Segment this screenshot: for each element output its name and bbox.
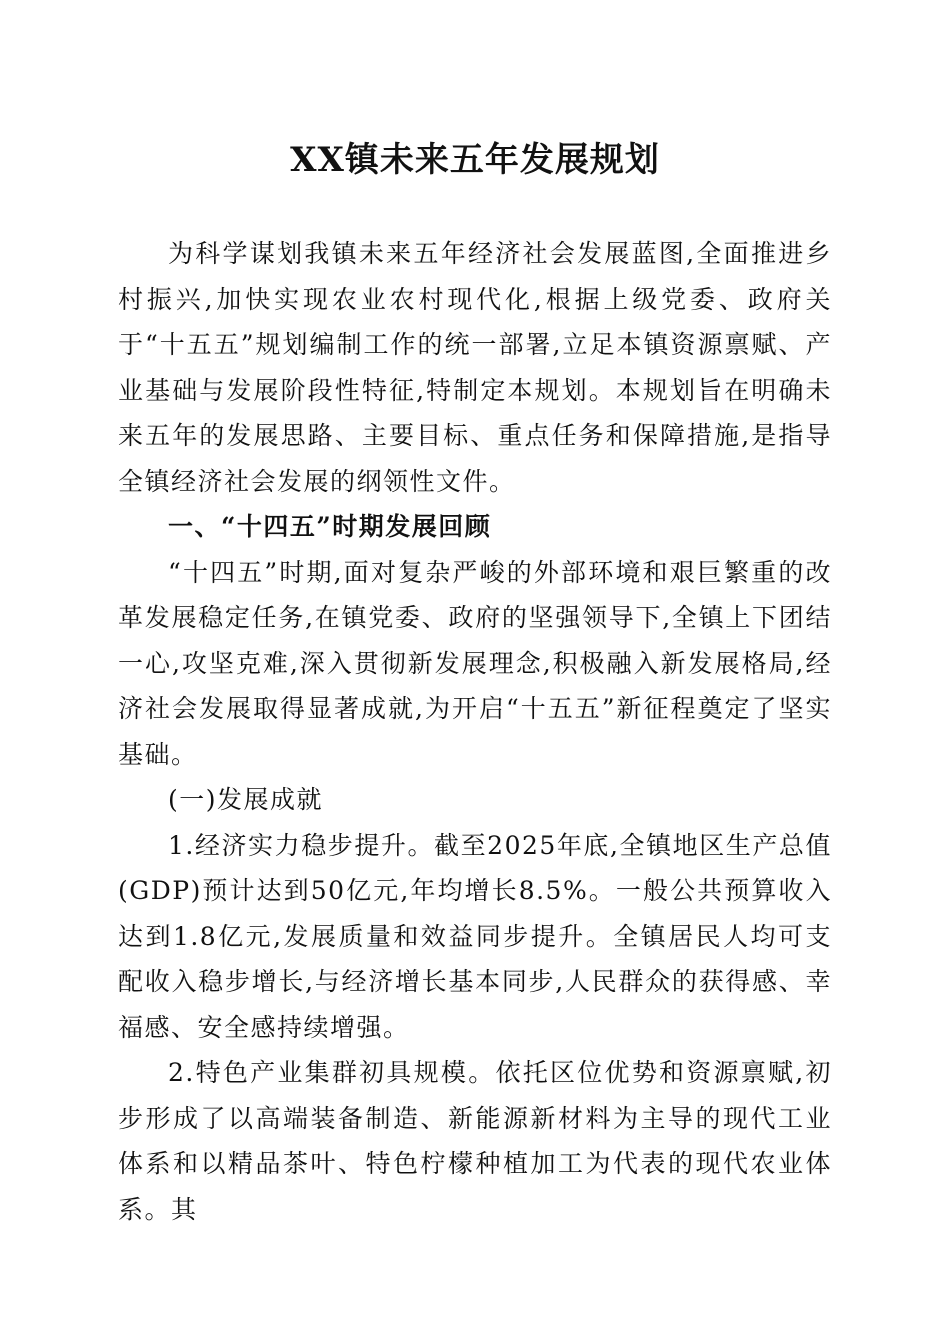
section-paragraph: “十四五”时期,面对复杂严峻的外部环境和艰巨繁重的改革发展稳定任务,在镇党委、政府的坚强领导下,全镇上下团结一心,攻坚克难,深入贯彻新发展理念,积极融入新发展格局,经济社会发展取得显著成就,为开启“十五五”新征程奠定了坚实基础。 xyxy=(118,557,832,769)
intro-paragraph: 为科学谋划我镇未来五年经济社会发展蓝图,全面推进乡村振兴,加快实现农业农村现代化,根据上级党委、政府关于“十五五”规划编制工作的统一部署,立足本镇资源禀赋、产业基础与发展阶段性特征,特制定本规划。本规划旨在明确未来五年的发展思路、主要目标、重点任务和保障措施,是指导全镇经济社会发展的纲领性文件。 xyxy=(118,239,832,496)
subsection-heading: (一)发展成就 xyxy=(168,785,324,814)
list-item: 2.特色产业集群初具规模。依托区位优势和资源禀赋,初步形成了以高端装备制造、新能源新材料为主导的现代工业体系和以精品茶叶、特色柠檬种植加工为代表的现代农业体系。其 xyxy=(118,1058,832,1224)
section-heading: 一、“十四五”时期发展回顾 xyxy=(168,512,492,541)
list-item: 1.经济实力稳步提升。截至2025年底,全镇地区生产总值(GDP)预计达到50亿元,年均增长8.5%。一般公共预算收入达到1.8亿元,发展质量和效益同步提升。全镇居民人均可支配收入稳步增长,与经济增长基本同步,人民群众的获得感、幸福感、安全感持续增强。 xyxy=(118,830,832,1042)
document-body xyxy=(118,231,832,1232)
document-title: XX镇未来五年发展规划 xyxy=(290,140,660,180)
